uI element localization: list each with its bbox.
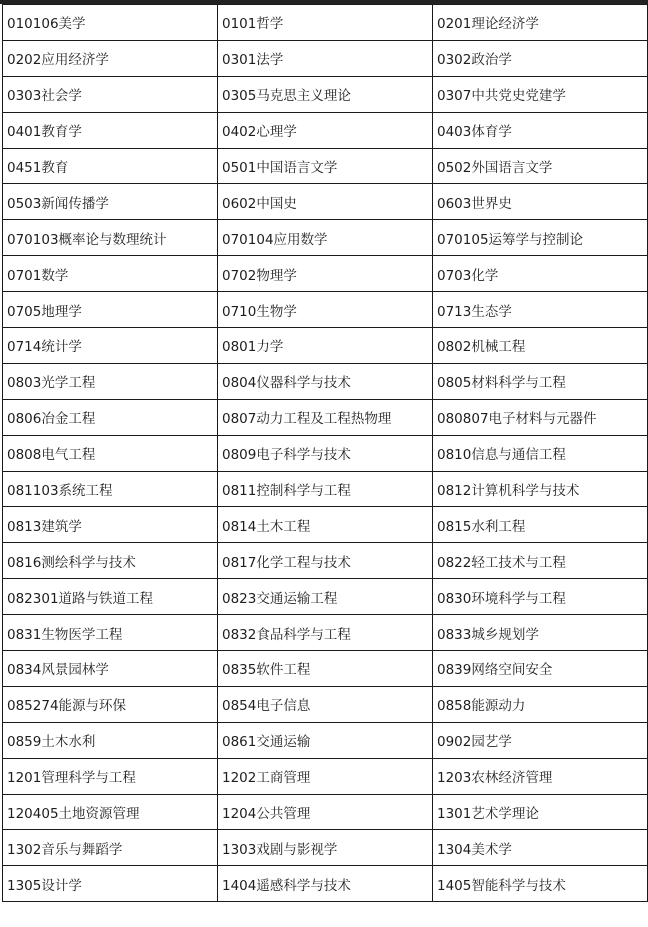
table-cell: 081103系统工程	[3, 471, 218, 507]
table-cell: 0602中国史	[218, 184, 433, 220]
table-cell: 0714统计学	[3, 328, 218, 364]
table-row	[3, 256, 648, 292]
table-row	[3, 830, 648, 866]
table-cell: 0806冶金工程	[3, 399, 218, 435]
majors-table	[2, 4, 648, 902]
table-row	[3, 435, 648, 471]
majors-table-body	[3, 5, 648, 902]
table-cell: 120405土地资源管理	[3, 794, 218, 830]
table-cell: 0451教育	[3, 148, 218, 184]
table-cell: 0809电子科学与技术	[218, 435, 433, 471]
table-cell: 1202工商管理	[218, 758, 433, 794]
table-row	[3, 507, 648, 543]
table-cell: 0502外国语言文学	[433, 148, 648, 184]
table-cell: 0301法学	[218, 40, 433, 76]
table-cell: 070103概率论与数理统计	[3, 220, 218, 256]
table-cell: 1302音乐与舞蹈学	[3, 830, 218, 866]
table-cell: 0808电气工程	[3, 435, 218, 471]
table-cell: 1405智能科学与技术	[433, 866, 648, 902]
table-cell: 0833城乡规划学	[433, 615, 648, 651]
table-cell: 0503新闻传播学	[3, 184, 218, 220]
table-row	[3, 5, 648, 41]
table-cell: 1301艺术学理论	[433, 794, 648, 830]
table-cell: 0801力学	[218, 328, 433, 364]
table-cell: 0814土木工程	[218, 507, 433, 543]
table-cell: 0701数学	[3, 256, 218, 292]
table-cell: 0702物理学	[218, 256, 433, 292]
table-cell: 0202应用经济学	[3, 40, 218, 76]
table-row	[3, 399, 648, 435]
table-cell: 0713生态学	[433, 292, 648, 328]
table-row	[3, 579, 648, 615]
table-cell: 1305设计学	[3, 866, 218, 902]
table-row	[3, 112, 648, 148]
table-cell: 0813建筑学	[3, 507, 218, 543]
table-cell: 0402心理学	[218, 112, 433, 148]
table-cell: 0839网络空间安全	[433, 651, 648, 687]
table-cell: 0201理论经济学	[433, 5, 648, 41]
table-cell: 1404遥感科学与技术	[218, 866, 433, 902]
table-cell: 0858能源动力	[433, 686, 648, 722]
table-cell: 0101哲学	[218, 5, 433, 41]
table-cell: 0811控制科学与工程	[218, 471, 433, 507]
table-cell: 0859土木水利	[3, 722, 218, 758]
table-cell: 0807动力工程及工程热物理	[218, 399, 433, 435]
table-row	[3, 794, 648, 830]
table-row	[3, 40, 648, 76]
table-cell: 0815水利工程	[433, 507, 648, 543]
table-cell: 0812计算机科学与技术	[433, 471, 648, 507]
table-row	[3, 543, 648, 579]
table-cell: 0835软件工程	[218, 651, 433, 687]
table-row	[3, 292, 648, 328]
table-cell: 0861交通运输	[218, 722, 433, 758]
table-row	[3, 363, 648, 399]
table-row	[3, 184, 648, 220]
table-row	[3, 651, 648, 687]
table-row	[3, 471, 648, 507]
table-row	[3, 220, 648, 256]
table-cell: 0823交通运输工程	[218, 579, 433, 615]
table-cell: 0705地理学	[3, 292, 218, 328]
table-row	[3, 148, 648, 184]
table-cell: 0307中共党史党建学	[433, 76, 648, 112]
table-cell: 1303戏剧与影视学	[218, 830, 433, 866]
table-cell: 0902园艺学	[433, 722, 648, 758]
table-row	[3, 686, 648, 722]
table-cell: 0703化学	[433, 256, 648, 292]
table-cell: 070105运筹学与控制论	[433, 220, 648, 256]
table-cell: 0816测绘科学与技术	[3, 543, 218, 579]
table-cell: 1203农林经济管理	[433, 758, 648, 794]
table-row	[3, 758, 648, 794]
table-cell: 0805材料科学与工程	[433, 363, 648, 399]
table-cell: 082301道路与铁道工程	[3, 579, 218, 615]
table-cell: 0810信息与通信工程	[433, 435, 648, 471]
table-cell: 0403体育学	[433, 112, 648, 148]
table-cell: 0822轻工技术与工程	[433, 543, 648, 579]
table-cell: 0854电子信息	[218, 686, 433, 722]
table-cell: 1304美术学	[433, 830, 648, 866]
table-row	[3, 76, 648, 112]
table-cell: 0832食品科学与工程	[218, 615, 433, 651]
table-cell: 0603世界史	[433, 184, 648, 220]
table-cell: 0817化学工程与技术	[218, 543, 433, 579]
table-row	[3, 328, 648, 364]
table-cell: 1201管理科学与工程	[3, 758, 218, 794]
table-cell: 010106美学	[3, 5, 218, 41]
table-cell: 0401教育学	[3, 112, 218, 148]
table-cell: 0302政治学	[433, 40, 648, 76]
table-cell: 080807电子材料与元器件	[433, 399, 648, 435]
table-cell: 070104应用数学	[218, 220, 433, 256]
table-cell: 0802机械工程	[433, 328, 648, 364]
table-cell: 0804仪器科学与技术	[218, 363, 433, 399]
table-row	[3, 722, 648, 758]
table-cell: 0830环境科学与工程	[433, 579, 648, 615]
table-cell: 0831生物医学工程	[3, 615, 218, 651]
table-cell: 0834风景园林学	[3, 651, 218, 687]
table-cell: 0501中国语言文学	[218, 148, 433, 184]
table-cell: 0305马克思主义理论	[218, 76, 433, 112]
table-row	[3, 866, 648, 902]
table-cell: 0803光学工程	[3, 363, 218, 399]
table-cell: 0710生物学	[218, 292, 433, 328]
table-cell: 1204公共管理	[218, 794, 433, 830]
table-row	[3, 615, 648, 651]
table-cell: 085274能源与环保	[3, 686, 218, 722]
table-cell: 0303社会学	[3, 76, 218, 112]
